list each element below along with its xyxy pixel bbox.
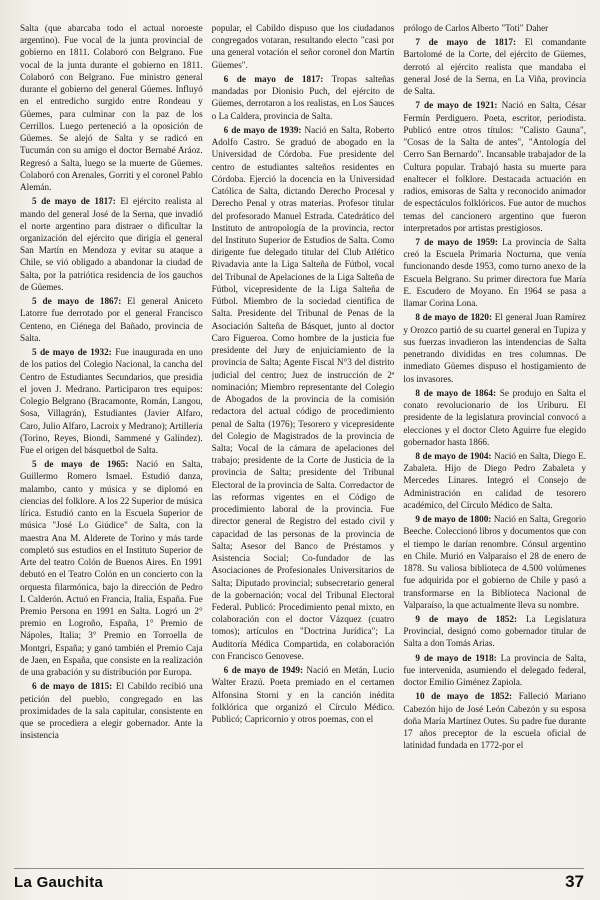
entry-5-mayo-1932: 5 de mayo de 1932: Fue inaugurada en uno de los patios del Colegio Nacional, la cancha del Centro de Estudiantes Secundarios, que presidía el joven J. Medrano. Participaron tres equipos: Colegio Belgrano (Bracamonte, Román, Langou, Sosa, Villagrán), Estudiantes (Javier Alfaro, Caro, Julio Alfaro, Lacroix y Medrano); Artillería (Torino, Reyes, Biondi, Sammené y Galíndez). Fue el origen del básquetbol de Salta. [20,347,203,455]
entry-date: 6 de mayo de 1815: [32,681,113,692]
entry-5-mayo-1867: 5 de mayo de 1867: El general Aniceto Latorre fue derrotado por el general Francisco Centeno, en Ciénega del Bañado, provincia de Salta. [20,296,203,343]
entry-7-mayo-1959: 7 de mayo de 1959: La provincia de Salta creó la Escuela Primaria Nocturna, que venía funcionando desde 1953, como turno anexo de la Escuela Belgrano. Su primer directora fue María E. Escudero de Moyano. En 1964 se pasa a llamar Corina Lona. [403,236,587,309]
entry-9-mayo-1918: 9 de mayo de 1918: La provincia de Salta, fue intervenida, asumiendo el delegado federal, doctor Emilio Giménez Zapiola. [403,652,587,688]
entry-8-mayo-1904: 8 de mayo de 1904: Nació en Salta, Diego E. Zabaleta. Hijo de Diego Pedro Zabaleta y Mercedes Linares. Integró el Consejo de Administración en calidad de tesorero académico, del Círculo Médico de Salta. [403,450,587,510]
entry-date: 5 de mayo de 1867: [32,296,122,307]
entry-7-mayo-1817: 7 de mayo de 1817: El comandante Bartolomé de la Corte, del ejército de Güemes, derrotó al ejército realista que mandaba el general José de la Serna, en La Viña, provincia de Salta. [403,37,587,97]
entry-date: 10 de mayo de 1852: [415,691,513,702]
entry-5-mayo-1965: 5 de mayo de 1965: Nació en Salta, Guillermo Romero Ismael. Estudió danza, malambo, canto y música y se diplomó en ciencias del folklore. A los 22 Superior de música lírica. Estudió canto en la Escuela Superior de música "José Lo Giúdice" de Salta, con la maestra Ana M. Alderete de Torino y más tarde completó sus estudios en el Instituto Superior de Arte del teatro Colón de Buenos Aires. En 1991 debutó en el Teatro Colón en un concierto con la orquesta filarmónica, bajo la dirección de Pedro I. Calderón. Actuó en Francia, Italia, España. Fue Premio Persona en 1991 en Salta. Logró un 2° premio en Logroño, España, 1° Premio de Nápoles, Italia; 3° Premio en Torroella de Montgri, España; y ganó también el Premio Caja de Jaen, en España, que consiste en la realización de una grabación y su distribución por Europa. [20,459,203,678]
column-right [403,22,586,860]
entry-date: 7 de mayo de 1817: [415,37,517,48]
entry-date: 6 de mayo de 1949: [223,665,304,676]
entry-date: 6 de mayo de 1817: [223,73,324,84]
entry-date: 9 de mayo de 1918: [415,652,497,663]
entry-6-mayo-1949: 6 de mayo de 1949: Nació en Metán, Lucio Walter Erazú. Poeta premiado en el certamen Alfonsina Storni y en la canción inédita folklórica que organizó el Círculo Médico. Publicó; Capricornio y otros poemas, con el [211,665,395,725]
entry-date: 7 de mayo de 1959: [415,236,498,247]
entry-date: 9 de mayo de 1800: [415,514,492,525]
entry-date: 6 de mayo de 1939: [223,124,302,135]
entry-date: 8 de mayo de 1864: [415,387,497,398]
entry-6-mayo-1815: 6 de mayo de 1815: El Cabildo recibió una petición del pueblo, congregado en las proximidades de la sala capitular, consistente en que se procediera a elegir gobernador. Ante la insistencia [20,681,203,741]
entry-8-mayo-1820: 8 de mayo de 1820: El general Juan Ramírez y Orozco partió de su cuartel general en Tupiza y sus fuerzas invadieron las intendencias de Salta penetrando divididas en tres columnas. De inmediato Güemes dispuso el hostigamiento de los invasores. [403,312,587,384]
entry-8-mayo-1864: 8 de mayo de 1864: Se produjo en Salta el conato revolucionario de los Uriburu. El presidente de la legislatura provincial convocó a elecciones y el doctor Cleto Aguirre fue elegido gobernador hasta 1866. [403,387,587,447]
page-number: 37 [565,872,584,891]
magazine-title: La Gauchita [14,873,104,891]
entry-date: 7 de mayo de 1921: [415,100,498,111]
entry-10-mayo-1852: 10 de mayo de 1852: Falleció Mariano Cabezón hijo de José León Cabezón y su esposa doña María Martínez Outes. Su padre fue durante 17 años preceptor de la escuela oficial de latinidad fundada en 1772-por el [403,691,587,751]
entry-9-mayo-1800: 9 de mayo de 1800: Nació en Salta, Gregorio Beeche. Coleccionó libros y documentos que con el tiempo le darían renombre. Cónsul argentino en Chile. Murió en Valparaíso el 28 de enero de 1878. Su valiosa biblioteca de 4.500 volúmenes fue adquirida por el gobierno de Chile y pasó a transformarse en la Biblioteca Nacional de Valparaíso, la que actualmente lleva su nombre. [403,514,587,610]
entry-date: 5 de mayo de 1932: [32,347,112,358]
column-left [20,22,203,860]
entry-5-mayo-1817: 5 de mayo de 1817: El ejército realista al mando del general José de la Serna, que invadió el norte argentino para distraer o dificultar la organización del ejército que dirigía el general San Martín en Mendoza y evitar su ataque a Chile, se vió obligado a abandonar la ciudad de Salta, por la patriótica residencia de los gauchos de Güemes. [20,196,203,292]
entry-6-mayo-1817: 6 de mayo de 1817: Tropas salteñas mandadas por Dionisio Puch, del ejército de Güemes, derrotaron a los realistas, en Los Sauces o La Caldera, provincia de Salta. [211,73,395,121]
text-columns [20,22,586,860]
entry-6-mayo-1939: 6 de mayo de 1939: Nació en Salta, Roberto Adolfo Castro. Se graduó de abogado en la Universidad de Córdoba. Fue presidente del centro de estudiantes salteños residentes en Córdoba. Ejerció la docencia en la Universidad Católica de Salta, dictando Derecho Procesal y Derecho Penal y otras materias. Profesor titular del profesorado Manuel Estrada. Catedrático del Instituto de antropología de la provincia, rector del Instituto Superior de Estudios de Salta. Como dirigente fue delegado titular del Club Atlético Rivadavia ante la Liga Salteña de Fútbol, vocal del Tribunal de Apelaciones de la Liga Salteña de Fútbol, vicepresidente de la Liga Salteña de Fútbol. Miembro de la sociedad científica de Salta. Presidente del Tribunal de Penas de la Asociación Salteña de Básquet, junto al doctor Caro Figueroa. Como hombre de la justicia fue presidente del Jury de enjuiciamiento de la provincia de Salta; Agente Fiscal N°3 del distrito judicial del centro; Juez de instrucción de 2ª nominación; Miembro representante del Colegio de Abogados de la provincia de la comisión redactora del actual código de procedimiento penal de Salta (1976); Tesorero y vicepresidente del Colegio de Magistrados de la provincia de Salta; Vocal de la cámara de apelaciones del trabajo; presidente de la Corte de Justicia de la provincia de Salta; presidente del Tribunal Electoral de la provincia de Salta. Corredactor de las reformas vigentes en el Código de procedimiento laboral de la provincia. Fue director general de Registro del estado civil y capacidad de las personas de la provincia de Salta; Asesor del Banco de Préstamos y Asistencia Social; Co-fundador de las Asociaciones de Profesionales Universitarios de Salta; Diputado provincial; subsecretario general de la gobernación; vocal del Tribunal Electoral Federal. Publicó: Procedimiento penal mixto, en colaboración con el doctor Vázquez (cuatro tomos); artículos en "Doctrina Jurídica"; La Auditoría Médica Compartida, en colaboración con Francisco Genovese. [211,124,395,661]
entry-date: 9 de mayo de 1852: [415,614,518,625]
entry-date: 5 de mayo de 1965: [32,459,129,470]
entry-7-mayo-1921: 7 de mayo de 1921: Nació en Salta, César Fermín Perdiguero. Poeta, escritor, periodista. Publicó entre otros títulos: "Calisto Gauna", "Cosas de la Salta de antes", "Antología del Cerro San Bernardo". Incansable trabajador de la Cultura popular. Trabajó hasta su muerte para enaltecer el folklore. Destacada actuación en radios, emisoras de Salta y reconocido animador de espectáculos folklóricos. Fue autor de muchos temas del cancionero argentino que fueron interpretados por artistas prestigiosos. [403,100,587,233]
paragraph: Salta (que abarcaba todo el actual noroeste argentino). Fue vocal de la junta provincial de gobierno en 1811. Colaboró con Belgrano. Fue vocal de la junta durante el gobierno en 1811. Colaboró con Belgrano. Fue ministro general durante el gobierno del general Güemes. Influyó en el entredicho surgido entre Rondeau y Güemes, para culminar con la paz de los Cerrillos. Luego perteneció a la oposición de Güemes. Se alejó de Salta y se radicó en Tucumán con su amigo el doctor Bernabé Aráoz. Regresó a Salta, luego se la muerte de Güemes. Colaboró con Arenales, Gorriti y el coronel Pablo Alemán. [20,23,203,193]
column-middle [212,22,395,860]
entry-9-mayo-1852: 9 de mayo de 1852: La Legislatura Provincial, designó como gobernador titular de Salta a don Tomás Arias. [403,614,587,649]
paragraph: prólogo de Carlos Alberto "Toti" Daher [403,23,549,33]
entry-date: 5 de mayo de 1817: [32,196,116,207]
entry-date: 8 de mayo de 1820: [415,312,493,323]
entry-date: 8 de mayo de 1904: [415,450,492,461]
paragraph: popular, el Cabildo dispuso que los ciudadanos congregados votaran, resultando electo "casi por una general votación el señor coronel don Martín Güemes". [211,23,395,70]
page-footer [14,868,584,895]
